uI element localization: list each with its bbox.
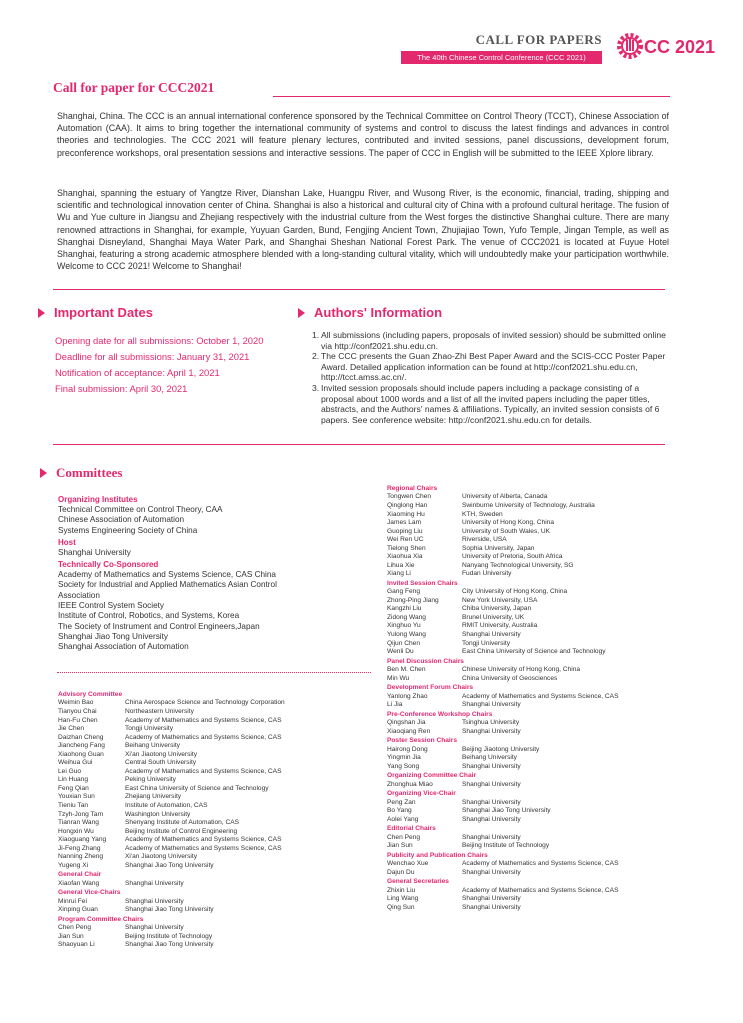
member-affiliation: Academy of Mathematics and Systems Science, CAS (462, 886, 619, 894)
co-sponsor-item: Academy of Mathematics and Systems Science, CAS China (58, 570, 276, 580)
member-name: Tianran Wang (58, 819, 99, 827)
member-name: Wei Ren UC (387, 536, 424, 544)
committees-heading (40, 465, 122, 481)
committee-member-row (387, 895, 717, 904)
committee-member-row (58, 880, 378, 889)
member-affiliation: Academy of Mathematics and Systems Science, CAS (462, 692, 619, 700)
member-affiliation: Swinburne University of Technology, Australia (462, 501, 595, 509)
committee-member-row (387, 588, 717, 597)
member-name: James Lam (387, 519, 422, 527)
organizers-block (58, 493, 338, 653)
gear-logo-icon (619, 35, 641, 57)
section-divider (53, 444, 665, 445)
committee-group-title: Publicity and Publication Chairs (387, 851, 488, 859)
member-affiliation: University of South Wales, UK (462, 527, 551, 535)
authors-info-item: 3. Invited session proposals should include papers including a package consisting of a proposal about 1000 words and a list of all the invited papers including the paper titles, abstracts, and the Authors' names & affiliations. Typically, an invited session consists of 6 papers. See conference website: http://conf2021.shu.edu.cn for details. (312, 382, 660, 425)
member-affiliation: Shanghai University (125, 897, 184, 905)
member-affiliation: Xi'an Jiaotong University (125, 750, 197, 758)
member-name: Guoping Liu (387, 527, 423, 535)
host-title: Host (58, 537, 76, 547)
member-name: Wenli Du (387, 648, 414, 656)
member-affiliation: Tongji University (125, 725, 174, 733)
member-name: Lihua Xie (387, 561, 415, 569)
committee-member-row (387, 553, 717, 562)
member-name: Nanning Zheng (58, 853, 104, 861)
member-affiliation: Shanghai University (462, 833, 521, 841)
member-name: Ling Wang (387, 895, 419, 903)
committee-group-title: Panel Discussion Chairs (387, 657, 464, 665)
co-sponsor-item: Shanghai Jiao Tong University (58, 631, 168, 641)
member-name: Jian Sun (58, 932, 84, 940)
right-committee-list (387, 484, 717, 912)
committee-member-row (58, 933, 378, 942)
member-name: Han-Fu Chen (58, 716, 98, 724)
member-affiliation: Shanghai Jiao Tong University (125, 861, 214, 869)
committee-member-row (387, 799, 717, 808)
committee-member-row (58, 941, 378, 950)
committee-member-row (387, 528, 717, 537)
member-affiliation: Shanghai University (462, 701, 521, 709)
member-affiliation: Shanghai University (462, 903, 521, 911)
committee-member-row (387, 605, 717, 614)
committee-member-row (387, 860, 717, 869)
committee-member-row (58, 906, 378, 915)
member-affiliation: Shanghai University (462, 895, 521, 903)
member-affiliation: Sophia University, Japan (462, 544, 535, 552)
committee-member-row (387, 640, 717, 649)
member-affiliation: Academy of Mathematics and Systems Science, CAS (125, 844, 282, 852)
member-affiliation: City University of Hong Kong, China (462, 588, 568, 596)
member-affiliation: Shanghai University (125, 879, 184, 887)
member-name: Xiaoqiang Ren (387, 727, 431, 735)
member-affiliation: Academy of Mathematics and Systems Science, CAS (125, 836, 282, 844)
member-name: Yanlong Zhao (387, 692, 428, 700)
committee-member-row (387, 842, 717, 851)
member-name: Tielong Shen (387, 544, 426, 552)
member-affiliation: East China University of Science and Technology (462, 648, 606, 656)
committee-member-row (58, 793, 378, 802)
member-name: Jie Chen (58, 725, 85, 733)
committee-member-row (387, 545, 717, 554)
committee-member-row (58, 776, 378, 785)
member-name: Zhonghua Miao (387, 780, 433, 788)
member-name: Minrui Fei (58, 897, 87, 905)
member-name: Zhong-Ping Jiang (387, 596, 439, 604)
member-name: Hongxin Wu (58, 827, 94, 835)
committee-member-row (58, 768, 378, 777)
committee-member-row (387, 614, 717, 623)
committee-member-row (387, 675, 717, 684)
authors-info-item: 2. The CCC presents the Guan Zhao-Zhi Best Paper Award and the SCIS-CCC Poster Paper Award. Detailed application information can be found at http://conf2021.shu.edu.cn, http://tcct.amss.ac.cn/. (312, 351, 666, 383)
committee-member-row (387, 493, 717, 502)
member-name: Xinghuo Yu (387, 622, 421, 630)
committee-group-title: General Secretaries (387, 878, 449, 886)
committee-member-row (58, 853, 378, 862)
member-name: Peng Zan (387, 798, 416, 806)
committees-title: Committees (56, 465, 123, 480)
committee-member-row (387, 511, 717, 520)
member-name: Tieniu Tan (58, 801, 89, 809)
member-affiliation: Riverside, USA (462, 536, 507, 544)
committee-member-row (58, 862, 378, 871)
committee-member-row (58, 924, 378, 933)
co-sponsor-item: Association (58, 590, 100, 600)
member-affiliation: Chiba University, Japan (462, 605, 532, 613)
member-name: Gang Feng (387, 588, 420, 596)
member-name: Youxian Sun (58, 793, 95, 801)
committee-member-row (387, 869, 717, 878)
co-sponsor-item: IEEE Control System Society (58, 601, 165, 611)
member-affiliation: Beihang University (125, 742, 180, 750)
important-dates-list (55, 333, 295, 397)
member-name: Weihua Gui (58, 759, 93, 767)
member-affiliation: Shanghai Jiao Tong University (125, 906, 214, 914)
member-name: Yugeng Xi (58, 861, 89, 869)
member-affiliation: Northeastern University (125, 707, 194, 715)
date-item: Opening date for all submissions: October 1, 2020 (55, 335, 264, 346)
committee-member-row (387, 904, 717, 913)
member-name: Lin Huang (58, 776, 89, 784)
committee-group-title: Editorial Chairs (387, 825, 436, 833)
member-affiliation: University of Hong Kong, China (462, 519, 554, 527)
authors-info-heading (298, 305, 442, 320)
important-dates-heading (38, 305, 153, 320)
committee-member-row (387, 519, 717, 528)
member-name: Wenchao Xue (387, 860, 429, 868)
member-name: Xiaoguang Yang (58, 836, 107, 844)
section-divider (53, 289, 665, 290)
member-affiliation: Shanghai University (462, 727, 521, 735)
ccc2021-logo (616, 30, 720, 62)
member-name: Zidong Wang (387, 613, 426, 621)
cfp-heading: Call for paper for CCC2021 (53, 80, 215, 95)
committee-member-row (387, 746, 717, 755)
committee-member-row (58, 828, 378, 837)
committee-member-row (387, 719, 717, 728)
committee-member-row (58, 751, 378, 760)
committee-member-row (387, 763, 717, 772)
committee-group-title: Regional Chairs (387, 485, 438, 492)
organizer-item: Systems Engineering Society of China (58, 525, 198, 535)
co-sponsor-item: Society for Industrial and Applied Mathematics Asian Control (58, 580, 277, 590)
committee-member-row (58, 708, 378, 717)
member-name: Ji-Feng Zhang (58, 844, 101, 852)
member-affiliation: Brunel University, UK (462, 613, 525, 621)
date-item: Final submission: April 30, 2021 (55, 383, 188, 394)
member-affiliation: University of Alberta, Canada (462, 493, 548, 501)
member-affiliation: RMIT University, Australia (462, 622, 538, 630)
co-sponsor-item: The Society of Instrument and Control Engineers,Japan (58, 621, 260, 631)
member-affiliation: Shanghai University (462, 780, 521, 788)
member-name: Li Jia (387, 701, 403, 709)
member-name: Yulong Wang (387, 631, 426, 639)
date-item: Notification of acceptance: April 1, 2021 (55, 367, 220, 378)
member-name: Tongwen Chen (387, 493, 431, 501)
member-name: Weimin Bao (58, 699, 94, 707)
organizer-item: Chinese Association of Automation (58, 515, 185, 525)
member-affiliation: Academy of Mathematics and Systems Science, CAS (125, 716, 282, 724)
member-affiliation: Tsinghua University (462, 719, 520, 727)
committee-member-row (387, 570, 717, 579)
member-affiliation: Shenyang Institute of Automation, CAS (125, 819, 239, 827)
member-name: Shaoyuan Li (58, 941, 95, 949)
committee-member-row (58, 699, 378, 708)
committee-member-row (387, 816, 717, 825)
member-name: Yang Song (387, 762, 420, 770)
committee-member-row (387, 754, 717, 763)
member-affiliation: Central South University (125, 759, 197, 767)
member-affiliation: Beihang University (462, 754, 517, 762)
important-dates-title: Important Dates (54, 305, 153, 320)
co-sponsor-item: Shanghai Association of Automation (58, 642, 189, 652)
member-name: Bo Yang (387, 807, 412, 815)
member-affiliation: Academy of Mathematics and Systems Science, CAS (125, 767, 282, 775)
member-affiliation: Shanghai Jiao Tong University (462, 807, 551, 815)
co-sponsor-item: Institute of Control, Robotics, and Systems, Korea (58, 611, 240, 621)
member-name: Jian Sun (387, 842, 413, 850)
member-affiliation: Shanghai University (462, 631, 521, 639)
committee-member-row (58, 819, 378, 828)
member-name: Xiaofan Wang (58, 879, 100, 887)
member-affiliation: Shanghai Jiao Tong University (125, 941, 214, 949)
committee-group-title: Organizing Vice-Chair (387, 790, 456, 798)
member-name: Qijun Chen (387, 639, 420, 647)
committee-group-title: Development Forum Chairs (387, 684, 474, 692)
member-affiliation: Academy of Mathematics and Systems Science, CAS (125, 733, 282, 741)
member-affiliation: Institute of Automation, CAS (125, 801, 208, 809)
committee-member-row (387, 887, 717, 896)
committee-member-row (387, 631, 717, 640)
member-affiliation: New York University, USA (462, 596, 538, 604)
member-affiliation: Beijing Institute of Technology (462, 842, 550, 850)
member-affiliation: Beijing Institute of Technology (125, 932, 213, 940)
member-name: Xiang Li (387, 570, 411, 578)
member-name: Jiancheng Fang (58, 742, 105, 750)
member-name: Aolei Yang (387, 815, 419, 823)
committee-group-title: General Chair (58, 871, 102, 879)
member-affiliation: Beijing Institute of Control Engineering (125, 827, 238, 835)
committee-member-row (58, 845, 378, 854)
play-triangle-icon (298, 308, 305, 318)
member-name: Xiaohua Xia (387, 553, 423, 561)
host-item: Shanghai University (58, 547, 131, 557)
committee-member-row (58, 898, 378, 907)
member-affiliation: Xi'an Jiaotong University (125, 853, 197, 861)
dotted-divider (57, 672, 371, 673)
member-name: Lei Guo (58, 767, 82, 775)
committee-group-title: Organizing Committee Chair (387, 772, 477, 780)
member-name: Tianyou Chai (58, 707, 97, 715)
member-name: Min Wu (387, 674, 410, 682)
authors-info-item: 1. All submissions (including papers, proposals of invited session) should be submitted online via http://conf2021.shu.edu.cn. (312, 330, 666, 351)
committee-group-title: Poster Session Chairs (387, 737, 457, 745)
member-name: Xinping Guan (58, 906, 98, 914)
play-triangle-icon (38, 308, 45, 318)
committee-member-row (387, 666, 717, 675)
member-name: Hairong Dong (387, 745, 428, 753)
cfp-paragraph-1: Shanghai, China. The CCC is an annual international conference sponsored by the Technical Committee on Control Theory (TCCT), Chinese Association of Automation (CAA). It aims to bring together the international community of systems and control to discuss the latest findings and advances in control theories and technologies. The CCC 2021 will feature plenary lectures, contributed and invited sessions, panel discussions, development forum, preconference workshops, oral presentation sessions and interactive sessions. The paper of CCC in English will be submitted to the IEEE Xplore library. (57, 111, 669, 158)
member-affiliation: Peking University (125, 776, 176, 784)
heading-rule (273, 96, 670, 97)
play-triangle-icon (40, 468, 47, 478)
co-sponsored-title: Technically Co-Sponsored (58, 560, 159, 570)
member-name: Ben M. Chen (387, 666, 426, 674)
committee-member-row (387, 781, 717, 790)
authors-info-list (312, 330, 670, 425)
member-affiliation: Tongji University (462, 639, 511, 647)
member-name: Tzyh-Jong Tarn (58, 810, 104, 818)
committee-group-title: Advisory Committee (58, 691, 123, 698)
member-affiliation: KTH, Sweden (462, 510, 503, 518)
committee-member-row (387, 693, 717, 702)
committee-member-row (387, 728, 717, 737)
organizing-institutes-title: Organizing Institutes (58, 495, 138, 504)
date-item: Deadline for all submissions: January 31, 2021 (55, 351, 250, 362)
committee-member-row (387, 701, 717, 710)
member-affiliation: Shanghai University (462, 815, 521, 823)
organizer-item: Technical Committee on Control Theory, CAA (58, 505, 223, 514)
committee-group-title: General Vice-Chairs (58, 889, 121, 897)
member-name: Yingmin Jia (387, 754, 421, 762)
committee-member-row (58, 742, 378, 751)
member-name: Kangzhi Liu (387, 605, 422, 613)
committee-member-row (387, 536, 717, 545)
committee-member-row (58, 759, 378, 768)
committee-member-row (387, 502, 717, 511)
member-name: Feng Qian (58, 784, 89, 792)
member-name: Qingshan Jia (387, 719, 426, 727)
member-name: Qing Sun (387, 903, 415, 911)
committee-member-row (58, 802, 378, 811)
member-name: Xiaoming Hu (387, 510, 425, 518)
member-affiliation: Nanyang Technological University, SG (462, 561, 574, 569)
cfp-paragraph-2: Shanghai, spanning the estuary of Yangtze River, Dianshan Lake, Huangpu River, and Wusong River, is the economic, financial, trading, shipping and scientific and technological innovation center of China. Shanghai is also a historical and cultural city of China with a profound cultural heritage. The fusion of Wu and Yue culture in Jiangsu and Zhejiang respectively with the industrial culture from the West forges the distinctive Shanghai culture. There are many renowned attractions in Shanghai, for example, Yuyuan Garden, Bund, Fengjing Ancient Town, Zhujiajiao Town, Yufo Temple, Jingan Temple, as well as Shanghai Disneyland, Shanghai Maya Water Park, and Shanghai Sheshan National Forest Park. The venue of CCC2021 is located at Fuyue Hotel Shanghai, featuring a strong academic atmosphere blended with a long-standing cultural vitality, which will undoubtedly make your participation worthwhile. Welcome to CCC 2021! Welcome to Shanghai! (57, 188, 669, 272)
member-affiliation: Chinese University of Hong Kong, China (462, 666, 581, 674)
member-name: Daizhan Cheng (58, 733, 104, 741)
header-title: CALL FOR PAPERS (475, 32, 602, 47)
left-committee-list (58, 690, 378, 950)
committee-group-title: Invited Session Chairs (387, 579, 458, 587)
member-affiliation: University of Pretoria, South Africa (462, 553, 563, 561)
member-name: Qinglong Han (387, 501, 428, 509)
header-subtitle-banner: The 40th Chinese Control Conference (CCC 2021) (401, 51, 602, 64)
committee-member-row (387, 834, 717, 843)
committee-group-title: Pre-Conference Workshop Chairs (387, 710, 493, 718)
member-name: Zhixin Liu (387, 886, 416, 894)
member-affiliation: Beijing Jiaotong University (462, 745, 540, 753)
authors-info-title: Authors' Information (314, 305, 443, 320)
member-affiliation: Zhejiang University (125, 793, 182, 801)
committee-member-row (387, 807, 717, 816)
logo-text: CC 2021 (644, 37, 716, 57)
member-affiliation: China Aerospace Science and Technology Corporation (125, 699, 285, 707)
committee-member-row (58, 785, 378, 794)
committee-member-row (58, 836, 378, 845)
member-name: Xiaohong Guan (58, 750, 104, 758)
committee-member-row (387, 648, 717, 657)
member-affiliation: Shanghai University (462, 762, 521, 770)
member-affiliation: Fudan University (462, 570, 512, 578)
member-affiliation: China University of Geosciences (462, 674, 558, 682)
member-name: Dajun Du (387, 868, 415, 876)
member-affiliation: Shanghai University (462, 868, 521, 876)
member-affiliation: Shanghai University (125, 924, 184, 932)
member-name: Chen Peng (58, 924, 91, 932)
member-name: Chen Peng (387, 833, 420, 841)
committee-group-title: Program Committee Chairs (58, 915, 144, 923)
committee-member-row (58, 811, 378, 820)
committee-member-row (58, 717, 378, 726)
member-affiliation: East China University of Science and Technology (125, 784, 269, 792)
member-affiliation: Shanghai University (462, 798, 521, 806)
committee-member-row (58, 725, 378, 734)
committee-member-row (387, 562, 717, 571)
committee-member-row (58, 734, 378, 743)
member-affiliation: Washington University (125, 810, 191, 818)
committee-member-row (387, 622, 717, 631)
member-affiliation: Academy of Mathematics and Systems Science, CAS (462, 860, 619, 868)
committee-member-row (387, 597, 717, 606)
